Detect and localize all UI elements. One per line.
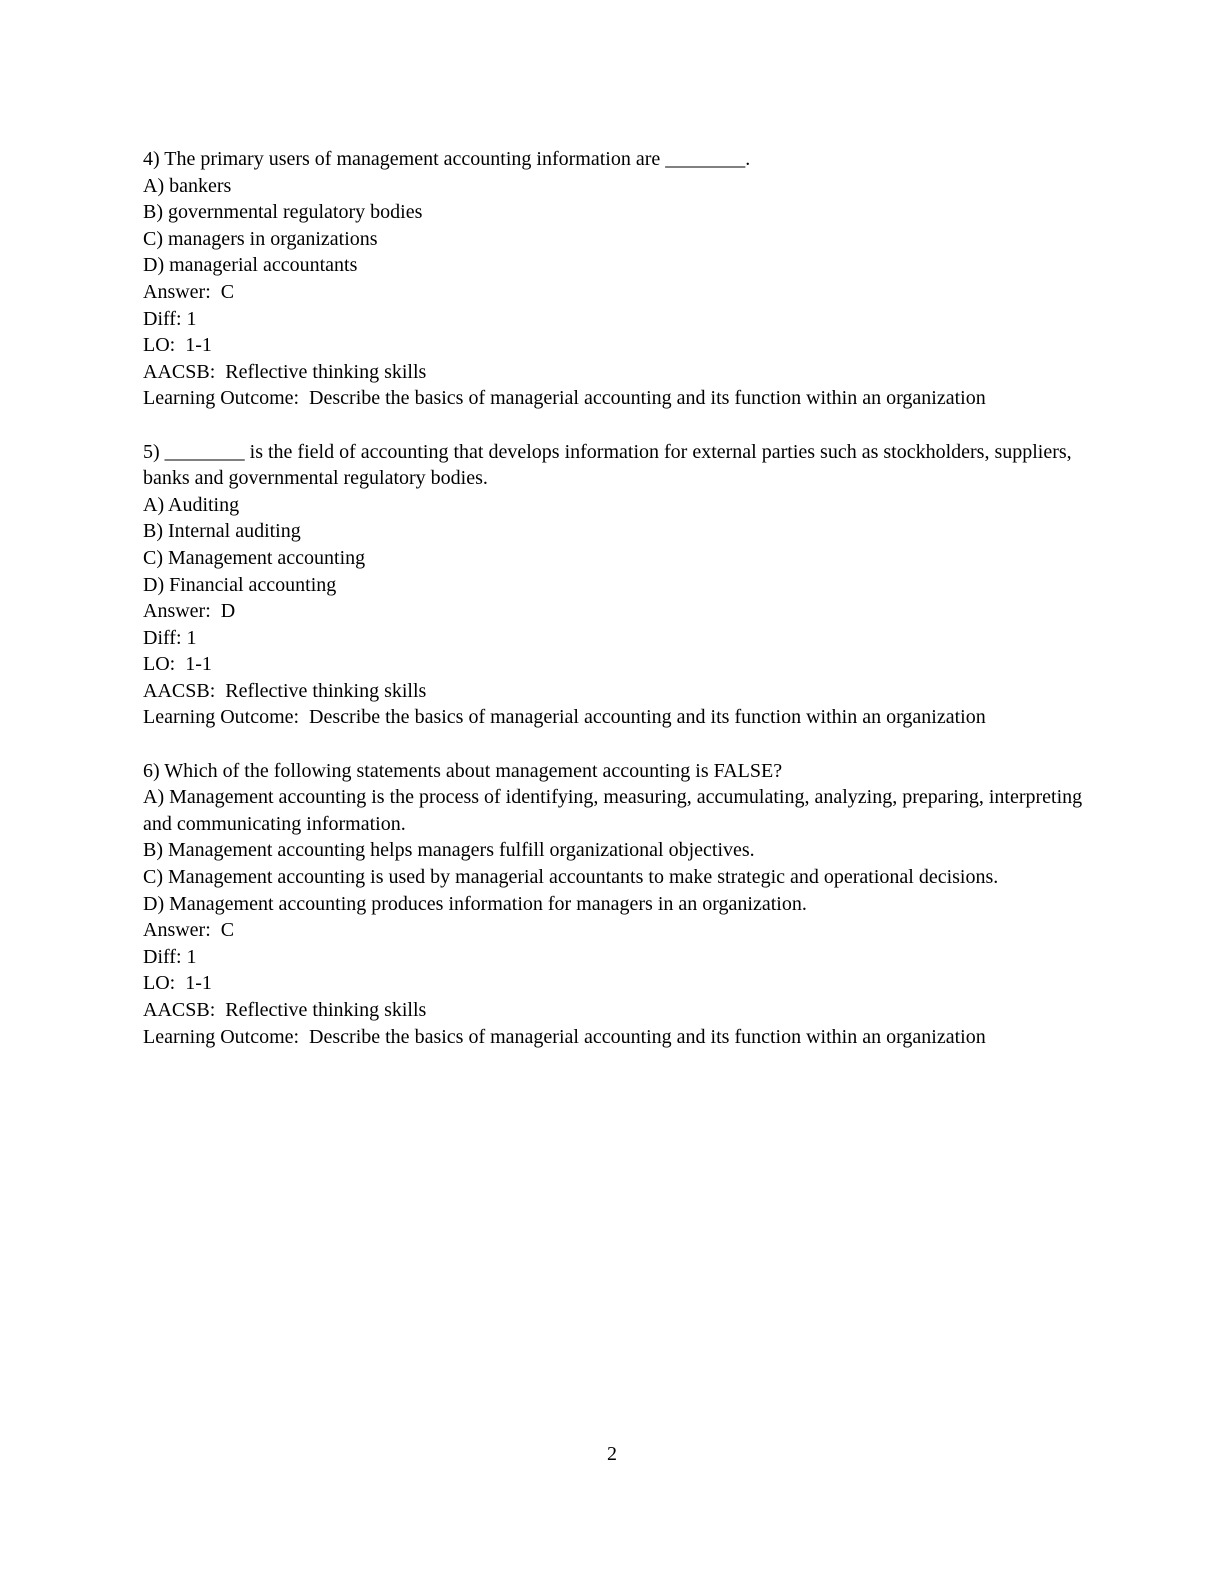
answer-line: Answer: C — [143, 280, 235, 303]
question-block-4 — [143, 146, 1095, 412]
question-block-6 — [143, 758, 1095, 1051]
question-block-5 — [143, 439, 1095, 732]
learning-outcome-line: Learning Outcome: Describe the basics of managerial accounting and its function within an organization — [143, 706, 986, 729]
page-footer — [0, 1441, 1224, 1468]
answer-line: Answer: D — [143, 600, 236, 623]
option-b: B) Management accounting helps managers fulfill organizational objectives. — [143, 839, 755, 862]
page-number: 2 — [607, 1443, 617, 1465]
aacsb-line: AACSB: Reflective thinking skills — [143, 999, 427, 1021]
learning-outcome-line: Learning Outcome: Describe the basics of managerial accounting and its function within an organization — [143, 1025, 986, 1048]
lo-line: LO: 1-1 — [143, 653, 212, 676]
question-list — [143, 146, 1095, 1050]
aacsb-line: AACSB: Reflective thinking skills — [143, 360, 427, 383]
question-text: 5) ________ is the field of accounting that develops information for external parties such as stockholders, suppliers, banks and governmental regulatory bodies. — [143, 440, 1077, 490]
aacsb-line: AACSB: Reflective thinking skills — [143, 679, 427, 702]
diff-line: Diff: 1 — [143, 945, 197, 968]
option-c: C) managers in organizations — [143, 227, 378, 250]
diff-line: Diff: 1 — [143, 626, 197, 649]
option-d: D) Management accounting produces information for managers in an organization. — [143, 892, 807, 915]
question-text: 4) The primary users of management accounting information are ________. — [143, 148, 751, 170]
learning-outcome-line: Learning Outcome: Describe the basics of managerial accounting and its function within an organization — [143, 387, 986, 410]
option-b: B) Internal auditing — [143, 520, 301, 543]
question-text: 6) Which of the following statements about management accounting is FALSE? — [143, 759, 783, 782]
answer-line: Answer: C — [143, 919, 235, 942]
lo-line: LO: 1-1 — [143, 972, 212, 995]
option-a: A) bankers — [143, 174, 232, 197]
option-a: A) Management accounting is the process of identifying, measuring, accumulating, analyzing, preparing, interpreting and communicating information. — [143, 786, 1088, 835]
option-c: C) Management accounting is used by managerial accountants to make strategic and operational decisions. — [143, 866, 999, 889]
option-c: C) Management accounting — [143, 546, 366, 569]
option-d: D) Financial accounting — [143, 573, 337, 596]
option-a: A) Auditing — [143, 493, 240, 516]
lo-line: LO: 1-1 — [143, 334, 212, 357]
option-b: B) governmental regulatory bodies — [143, 201, 423, 224]
diff-line: Diff: 1 — [143, 307, 197, 330]
option-d: D) managerial accountants — [143, 254, 358, 277]
